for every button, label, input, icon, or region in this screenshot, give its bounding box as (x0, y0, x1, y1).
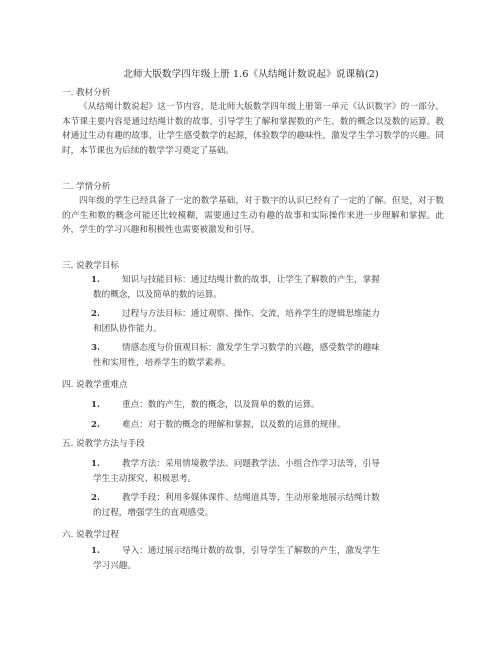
list-number: 1. (91, 400, 100, 410)
list-text-continued: 和团队协作能力。 (93, 323, 162, 334)
list-text: 情感态度与价值观目标：激发学生学习数学的兴趣，感受数学的趣味 (122, 343, 380, 353)
list-text-continued: 学习兴趣。 (93, 560, 136, 571)
list-text: 导入：通过展示结绳计数的故事，引导学生了解数的产生，激发学生 (122, 546, 380, 556)
list-text: 教学方法：采用情境教学法、问题教学法、小组合作学习法等，引导 (122, 459, 380, 469)
list-text: 重点：数的产生，数的概念，以及简单的数的运算。 (122, 400, 320, 410)
list-number: 3. (91, 343, 100, 353)
section-paragraph-2: 四年级的学生已经具备了一定的数学基础，对于数字的认识已经有了一定的了解。但是，对于数的产生和数的概念可能还比较模糊，需要通过生动有趣的故事和实际操作来进一步理解和掌握。此外，学生的学习兴趣和积极性也需要被激发和引导。 (62, 196, 444, 235)
section-paragraph-1: 《从结绳计数说起》这一节内容，是北师大版数学四年级上册第一单元《认识数字》的一部分。本节课主要内容是通过结绳计数的故事，引导学生了解和掌握数的产生、数的概念以及数的运算。教材通过生动有趣的故事，让学生感受数学的起源，体验数学的趣味性，激发学生学习数学的兴趣。同时，本节课也为后续的数学学习奠定了基础。 (62, 102, 444, 156)
section-heading-6: 六. 说教学过程 (62, 530, 120, 540)
list-item (62, 491, 444, 520)
list-item (62, 341, 444, 370)
list-text: 教学手段：利用多媒体课件、结绳道具等，生动形象地展示结绳计数 (122, 493, 380, 503)
list-item (62, 273, 444, 302)
list-text-continued: 数的概念，以及简单的数的运算。 (93, 289, 222, 300)
list-number: 2. (91, 309, 100, 319)
list-text-continued: 性和实用性，培养学生的数学素养。 (93, 357, 231, 368)
list-text: 过程与方法目标：通过观察、操作、交流，培养学生的逻辑思维能力 (122, 309, 380, 319)
section-heading-3: 三. 说教学目标 (62, 261, 120, 271)
list-item (62, 307, 444, 336)
section-heading-4: 四. 说教学重难点 (62, 380, 128, 390)
list-number: 2. (91, 420, 100, 430)
list-number: 2. (91, 493, 100, 503)
section-heading-2: 二. 学情分析 (62, 182, 111, 192)
document-title: 北师大版数学四年级上册 1.6《从结绳计数说起》说课稿(2) (123, 69, 379, 80)
list-item (62, 418, 444, 433)
list-text-continued: 的过程，增强学生的直观感受。 (93, 507, 214, 518)
section-heading-1: 一. 教材分析 (62, 88, 111, 98)
list-item (62, 544, 444, 573)
list-number: 1. (91, 546, 100, 556)
list-item (62, 457, 444, 486)
list-number: 1. (91, 459, 100, 469)
list-number: 1. (91, 275, 100, 285)
list-text: 难点：对于数的概念的理解和掌握，以及数的运算的规律。 (122, 420, 346, 430)
list-text: 知识与技能目标：通过结绳计数的故事，让学生了解数的产生，掌握 (122, 275, 380, 285)
section-heading-5: 五. 说教学方法与手段 (62, 439, 145, 449)
list-text-continued: 学生主动探究、积极思考。 (93, 473, 197, 484)
list-item (62, 398, 444, 413)
